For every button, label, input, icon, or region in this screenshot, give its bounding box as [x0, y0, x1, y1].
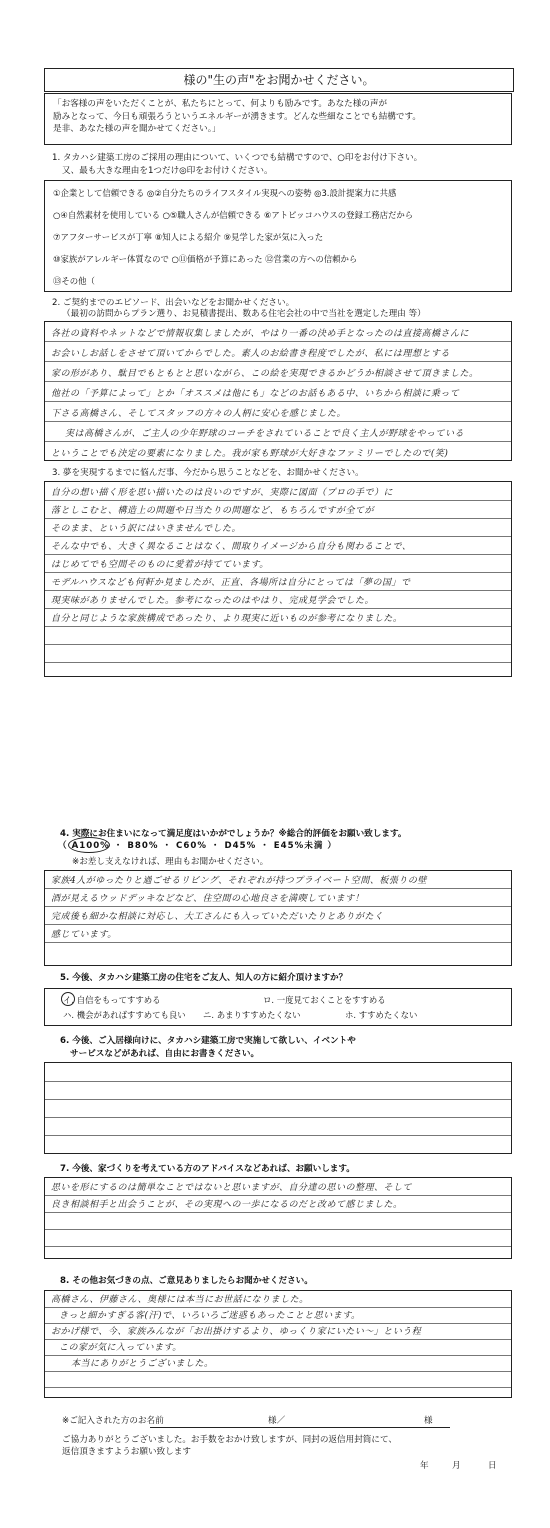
q6-answer-box[interactable] [44, 1062, 512, 1154]
q2-subheading: （最初の訪問からプラン選り、お見積書提出、数ある住宅会社の中で当社を選定した理由 等） [62, 309, 426, 319]
handwritten-line: 本当にありがとうございました。 [71, 1359, 214, 1369]
handwritten-line: おかげ様で、今、家族みんなが「お出掛けするより、ゆっくり家にいたい～」という程 [51, 1327, 422, 1337]
date-day-label: 日 [488, 1461, 497, 1471]
q5-heading: 5. 今後、タカハシ建築工房の住宅をご友人、知人の方に紹介頂けますか？ [60, 973, 348, 983]
handwritten-line: 自分の想い描く形を思い描いたのは良いのですが、実際に図面（プロの手で）に [51, 488, 394, 498]
handwritten-line: 酒が見えるウッドデッキなどなど、住空間の心地良さを満喫しています！ [51, 894, 365, 904]
handwritten-line: 下さる高橋さん、そしてスタッフの方々の人柄に安心を感じました。 [51, 409, 347, 419]
handwritten-line: 家族4人がゆったりと過ごせるリビング、それぞれが持つプライベート空間、板張りの壁 [51, 876, 427, 886]
q1-choice-row[interactable]: ⑬その他（ [53, 276, 95, 286]
q4-note: ※お差し支えなければ、理由もお聞かせください。 [72, 857, 269, 867]
q1-choice-row[interactable]: ○④自然素材を使用している ○⑤職人さんが信頼できる ⑥アトピッコハウスの登録工務店だから [53, 210, 414, 220]
q8-heading: 8. その他お気づきの点、ご意見ありましたらお聞かせください。 [60, 1276, 313, 1286]
q1-choice-row[interactable]: ①企業として信頼できる ◎②自分たちのライフスタイル実現への姿勢 ◎3.設計提案力に共感 [53, 188, 397, 198]
q7-answer-box[interactable] [44, 1177, 512, 1259]
sama-label: 様／ [268, 1416, 286, 1426]
q1-subheading: 又、最も大きな理由を1つだけ◎印をお付けください。 [62, 166, 273, 176]
handwritten-line: 良き相談相手と出会うことが、その実現への一歩になるのだと改めて感じました。 [51, 1200, 403, 1210]
date-year-label: 年 [420, 1461, 429, 1471]
q1-choice-row[interactable]: ⑩家族がアレルギー体質なので ○⑪価格が予算にあった ⑫営業の方への信頼から [53, 254, 358, 264]
q8-answer-box[interactable] [44, 1290, 512, 1398]
handwritten-line: はじめてでも空間そのものに愛着が持てています。 [51, 560, 269, 570]
q6-subheading: サービスなどがあれば、自由にお書きください。 [70, 1049, 260, 1059]
sama-label: 様 [424, 1416, 433, 1426]
intro-line: 是非、あなた様の声を聞かせてください。」 [53, 124, 221, 134]
selected-circle [61, 992, 75, 1006]
name-label: ※ご記入された方のお名前 [62, 1416, 164, 1426]
intro-line: 「お客様の声をいただくことが、私たちにとって、何よりも励みです。あなた様の声が [53, 99, 388, 109]
handwritten-line: 完成後も細かな相談に対応し、大工さんにも入っていただいたりとありがたく [51, 912, 384, 922]
q5-option[interactable]: ホ. すすめたくない [345, 1010, 418, 1020]
intro-box [44, 93, 512, 145]
handwritten-line: 感じています。 [51, 930, 117, 940]
handwritten-line: 思いを形にするのは簡単なことではないと思いますが、自分達の思いの整理、そして [51, 1183, 413, 1193]
handwritten-line: 自分と同じような家族構成であったり、より現実に近いものが参考になりました。 [51, 614, 403, 624]
q3-heading: 3. 夢を実現するまでに悩んだ事、今だから思うことなどを、お聞かせください。 [52, 468, 364, 478]
handwritten-line: お会いしお話しをさせて頂いてからでした。素人のお絵書き程度でしたが、私には理想とする [51, 349, 450, 359]
q4-answer-box[interactable] [44, 870, 512, 966]
handwritten-line: この家が気に入っています。 [59, 1343, 182, 1353]
selected-circle [68, 837, 110, 853]
q2-answer-box[interactable] [44, 321, 512, 461]
q1-choice-row[interactable]: ⑦アフターサービスが丁寧 ⑧知人による紹介 ⑨見学した家が気に入った [53, 232, 324, 242]
q1-heading: 1. タカハシ建築工房のご採用の理由について、いくつでも結構ですので、○印をお付け下さい。 [52, 153, 423, 163]
intro-line: 励みとなって、今日も頑張ろうというエネルギーが湧きます。どんな些細なことでも結構です。 [53, 111, 421, 122]
handwritten-line: 家の形があり、駄目でもともとと思いながら、この絵を実現できるかどうか相談させて頂きました。 [51, 369, 479, 379]
thanks-line: ご協力ありがとうございました。お手数をおかけ致しますが、同封の返信用封筒にて、 [62, 1435, 397, 1445]
handwritten-line: 実は高橋さんが、ご主人の少年野球のコーチをされていることで良く主人が野球をやっている [65, 429, 465, 439]
q7-heading: 7. 今後、家づくりを考えている方のアドバイスなどあれば、お願いします。 [60, 1164, 355, 1174]
name-underline[interactable] [150, 1427, 450, 1428]
form-title: 様の"生の声"をお聞かせください。 [44, 68, 514, 92]
handwritten-line: モデルハウスなども何軒か見ましたが、正直、各場所は自分にとっては「夢の国」で [51, 578, 411, 588]
handwritten-line: きっと細かすぎる客(汗)で、いろいろご迷惑もあったことと思います。 [59, 1311, 361, 1321]
q5-options-box [44, 988, 512, 1026]
handwritten-line: 他社の「予算によって」とか「オススメは他にも」などのお話もある中、いちから相談に乗って [51, 389, 460, 399]
handwritten-line: 高橋さん、伊藤さん、奥様には本当にお世話になりました。 [51, 1295, 309, 1305]
q5-option[interactable]: イ. 自信をもってすすめる [63, 995, 161, 1005]
q6-heading: 6. 今後、ご入居様向けに、タカハシ建築工房で実施して欲しい、イベントや [60, 1036, 356, 1046]
q5-option[interactable]: ハ. 機会があればすすめても良い [63, 1010, 186, 1020]
handwritten-line: そんな中でも、大きく異なることはなく、間取りイメージから自分も関わることで、 [51, 542, 412, 552]
handwritten-line: そのまま、という訳にはいきませんでした。 [51, 524, 242, 534]
q4-scale[interactable]: （ A100% ・ B80% ・ C60% ・ D45% ・ E45%未満 ） [58, 841, 338, 851]
handwritten-line: 現実味がありませんでした。参考になったのはやはり、完成見学会でした。 [51, 596, 375, 606]
q5-option[interactable]: ニ. あまりすすめたくない [203, 1010, 301, 1020]
handwritten-line: ということでも決定の要素になりました。我が家も野球が大好きなファミリーでしたので(笑) [51, 449, 449, 459]
q5-option[interactable]: ロ. 一度見ておくことをすすめる [263, 995, 386, 1005]
handwritten-line: 落としこむと、構造上の問題や日当たりの問題など、もちろんですが全てが [51, 506, 375, 516]
q3-answer-box[interactable] [44, 481, 512, 677]
q1-choices-box [44, 180, 512, 292]
handwritten-line: 各社の資料やネットなどで情報収集しましたが、やはり一番の決め手となったのは直接高橋さんに [51, 329, 470, 339]
thanks-line: 返信頂きますようお願い致します [62, 1447, 191, 1457]
q4-heading: 4. 実際にお住まいになって満足度はいかがでしょうか？※総合的評価をお願い致します。 [60, 829, 407, 839]
date-month-label: 月 [452, 1461, 461, 1471]
q2-heading: 2. ご契約までのエピソード、出会いなどをお聞かせください。 [52, 298, 295, 308]
